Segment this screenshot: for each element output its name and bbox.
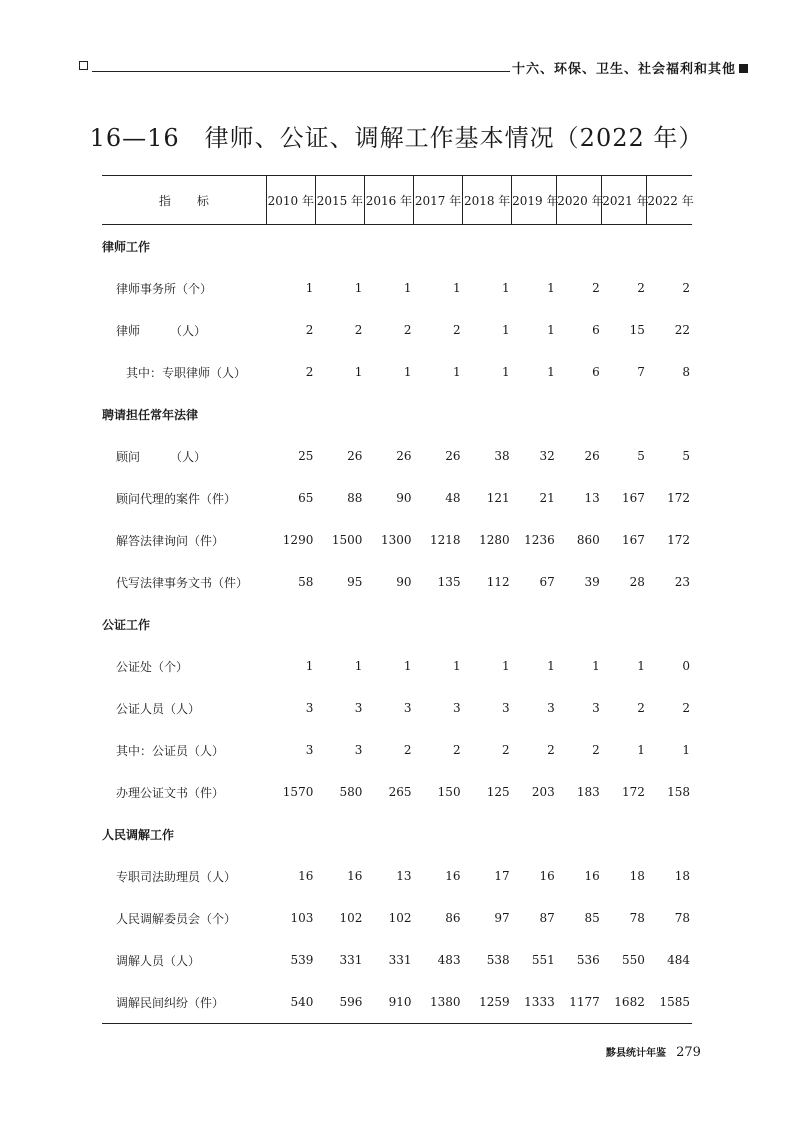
- table-header: [102, 176, 692, 225]
- value-cell: 158: [667, 785, 690, 799]
- table-row: [102, 267, 692, 309]
- row-label: 专职司法助理员（人）: [116, 869, 237, 884]
- header-box-icon: [79, 61, 88, 70]
- value-cell: 2: [354, 323, 363, 337]
- value-cell: 32: [539, 449, 555, 463]
- table-row: [102, 351, 692, 393]
- value-cell: 2: [403, 323, 412, 337]
- value-cell: 1: [305, 659, 314, 673]
- year-header: 2022 年: [647, 176, 692, 225]
- table-row: [102, 939, 692, 981]
- value-cell: 5: [637, 449, 645, 463]
- value-cell: 1: [354, 659, 363, 673]
- header-row: [102, 176, 692, 225]
- value-cell: 1: [547, 323, 555, 337]
- value-cell: 1300: [380, 533, 412, 547]
- value-cell: 3: [452, 701, 461, 715]
- value-cell: 38: [494, 449, 510, 463]
- value-cell: 48: [445, 491, 461, 505]
- row-label: 调解人员（人）: [116, 953, 201, 968]
- value-cell: 203: [531, 785, 555, 799]
- value-cell: 102: [339, 911, 363, 925]
- value-cell: 3: [502, 701, 510, 715]
- header-rule: [92, 71, 510, 72]
- value-cell: 78: [629, 911, 645, 925]
- value-cell: 172: [667, 533, 690, 547]
- value-cell: 13: [584, 491, 600, 505]
- value-cell: 2: [637, 701, 645, 715]
- value-cell: 1: [403, 281, 412, 295]
- value-cell: 580: [339, 785, 363, 799]
- table-row: [102, 519, 692, 561]
- table-row: [102, 477, 692, 519]
- section-label: 公证工作: [102, 617, 151, 632]
- value-cell: 167: [621, 491, 645, 505]
- value-cell: 0: [682, 659, 690, 673]
- year-header: 2018 年: [463, 176, 512, 225]
- value-cell: 2: [452, 743, 461, 757]
- value-cell: 87: [539, 911, 555, 925]
- value-cell: 3: [305, 701, 314, 715]
- row-label: 其中：专职律师（人）: [126, 365, 247, 380]
- value-cell: 112: [486, 575, 510, 589]
- indicator-header: 指标: [102, 176, 266, 225]
- value-cell: 16: [347, 869, 363, 883]
- value-cell: 86: [445, 911, 461, 925]
- value-cell: 1: [547, 659, 555, 673]
- value-cell: 58: [298, 575, 314, 589]
- value-cell: 121: [486, 491, 510, 505]
- value-cell: 16: [445, 869, 461, 883]
- value-cell: 1570: [282, 785, 314, 799]
- row-label: 律师事务所（个）: [116, 281, 213, 296]
- value-cell: 102: [388, 911, 412, 925]
- value-cell: 1: [354, 365, 363, 379]
- value-cell: 2: [547, 743, 555, 757]
- year-header: 2020 年: [557, 176, 602, 225]
- row-label: 公证人员（人）: [116, 701, 201, 716]
- value-cell: 1: [452, 365, 461, 379]
- section-label: 人民调解工作: [102, 827, 175, 842]
- chapter-title: 十六、环保、卫生、社会福利和其他: [512, 62, 737, 77]
- section-row: [102, 393, 692, 435]
- value-cell: 85: [584, 911, 600, 925]
- page-title: 16—16 律师、公证、调解工作基本情况（2022 年）: [89, 124, 704, 152]
- value-cell: 2: [305, 323, 314, 337]
- value-cell: 265: [388, 785, 412, 799]
- value-cell: 16: [539, 869, 555, 883]
- value-cell: 1: [403, 659, 412, 673]
- value-cell: 1280: [479, 533, 510, 547]
- value-cell: 23: [674, 575, 690, 589]
- stats-table: [102, 175, 692, 1024]
- value-cell: 2: [452, 323, 461, 337]
- value-cell: 860: [576, 533, 600, 547]
- row-label: 人民调解委员会（个）: [116, 911, 237, 926]
- value-cell: 90: [396, 575, 412, 589]
- year-header: 2019 年: [512, 176, 557, 225]
- value-cell: 6: [592, 365, 600, 379]
- value-cell: 1177: [557, 981, 602, 1024]
- value-cell: 21: [539, 491, 555, 505]
- value-cell: 3: [403, 701, 412, 715]
- value-cell: 1218: [430, 533, 461, 547]
- value-cell: 16: [584, 869, 600, 883]
- value-cell: 65: [298, 491, 314, 505]
- value-cell: 7: [637, 365, 645, 379]
- value-cell: 1: [682, 743, 690, 757]
- row-label: 代写法律事务文书（件）: [116, 575, 249, 590]
- value-cell: 2: [592, 281, 600, 295]
- value-cell: 331: [388, 953, 412, 967]
- value-cell: 1585: [647, 981, 692, 1024]
- value-cell: 78: [674, 911, 690, 925]
- value-cell: 95: [347, 575, 363, 589]
- table-row: [102, 561, 692, 603]
- value-cell: 18: [674, 869, 690, 883]
- value-cell: 484: [667, 953, 690, 967]
- value-cell: 536: [576, 953, 600, 967]
- table-row: [102, 687, 692, 729]
- value-cell: 1: [637, 659, 645, 673]
- value-cell: 1: [547, 281, 555, 295]
- value-cell: 538: [486, 953, 510, 967]
- table-row: [102, 981, 692, 1024]
- value-cell: 2: [637, 281, 645, 295]
- value-cell: 1: [452, 281, 461, 295]
- section-row: [102, 603, 692, 645]
- value-cell: 125: [486, 785, 510, 799]
- value-cell: 1500: [331, 533, 363, 547]
- value-cell: 90: [396, 491, 412, 505]
- value-cell: 172: [621, 785, 645, 799]
- value-cell: 26: [584, 449, 600, 463]
- book-title: 黟县统计年鉴: [606, 1048, 666, 1059]
- value-cell: 1: [502, 281, 510, 295]
- value-cell: 26: [396, 449, 412, 463]
- value-cell: 3: [354, 743, 363, 757]
- value-cell: 97: [494, 911, 510, 925]
- table-row: [102, 645, 692, 687]
- value-cell: 1: [354, 281, 363, 295]
- value-cell: 1: [502, 365, 510, 379]
- value-cell: 22: [674, 323, 690, 337]
- black-square-icon: [739, 64, 748, 73]
- value-cell: 1: [592, 659, 600, 673]
- value-cell: 6: [592, 323, 600, 337]
- row-label: 解答法律询问（件）: [116, 533, 225, 548]
- value-cell: 1: [452, 659, 461, 673]
- value-cell: 1236: [524, 533, 555, 547]
- value-cell: 18: [629, 869, 645, 883]
- year-header: 2017 年: [414, 176, 463, 225]
- table-row: [102, 771, 692, 813]
- row-label: 其中：公证员（人）: [116, 743, 225, 758]
- value-cell: 540: [266, 981, 315, 1024]
- value-cell: 13: [396, 869, 412, 883]
- value-cell: 103: [290, 911, 314, 925]
- section-row: [102, 225, 692, 268]
- value-cell: 3: [547, 701, 555, 715]
- value-cell: 26: [445, 449, 461, 463]
- value-cell: 539: [290, 953, 314, 967]
- value-cell: 2: [682, 281, 690, 295]
- value-cell: 28: [629, 575, 645, 589]
- value-cell: 551: [531, 953, 555, 967]
- chapter-header: [512, 58, 748, 77]
- table-row: [102, 435, 692, 477]
- value-cell: 8: [682, 365, 690, 379]
- row-label: 公证处（个）: [116, 659, 189, 674]
- value-cell: 596: [315, 981, 364, 1024]
- value-cell: 25: [298, 449, 314, 463]
- value-cell: 2: [502, 743, 510, 757]
- table-body: [102, 225, 692, 1024]
- table-row: [102, 897, 692, 939]
- value-cell: 15: [629, 323, 645, 337]
- value-cell: 3: [592, 701, 600, 715]
- value-cell: 183: [576, 785, 600, 799]
- table-row: [102, 309, 692, 351]
- year-header: 2016 年: [364, 176, 413, 225]
- value-cell: 172: [667, 491, 690, 505]
- table-row: [102, 855, 692, 897]
- value-cell: 331: [339, 953, 363, 967]
- value-cell: 2: [682, 701, 690, 715]
- value-cell: 483: [437, 953, 461, 967]
- row-label: 顾问 （人）: [116, 449, 207, 464]
- value-cell: 26: [347, 449, 363, 463]
- value-cell: 1: [547, 365, 555, 379]
- value-cell: 39: [584, 575, 600, 589]
- value-cell: 1: [305, 281, 314, 295]
- value-cell: 550: [621, 953, 645, 967]
- year-header: 2010 年: [266, 176, 315, 225]
- row-label: 调解民间纠纷（件）: [102, 981, 266, 1024]
- value-cell: 1380: [414, 981, 463, 1024]
- value-cell: 1: [403, 365, 412, 379]
- page-footer: [606, 1044, 701, 1060]
- value-cell: 910: [364, 981, 413, 1024]
- value-cell: 2: [592, 743, 600, 757]
- table-row: [102, 729, 692, 771]
- value-cell: 1: [502, 323, 510, 337]
- year-header: 2015 年: [315, 176, 364, 225]
- value-cell: 2: [403, 743, 412, 757]
- value-cell: 88: [347, 491, 363, 505]
- value-cell: 5: [682, 449, 690, 463]
- page-number: 279: [676, 1045, 701, 1060]
- value-cell: 1290: [282, 533, 314, 547]
- row-label: 顾问代理的案件（件）: [116, 491, 237, 506]
- row-label: 律师 （人）: [116, 323, 207, 338]
- value-cell: 1333: [512, 981, 557, 1024]
- value-cell: 16: [298, 869, 314, 883]
- value-cell: 1259: [463, 981, 512, 1024]
- value-cell: 150: [437, 785, 461, 799]
- section-label: 律师工作: [102, 239, 151, 254]
- value-cell: 1: [637, 743, 645, 757]
- value-cell: 3: [305, 743, 314, 757]
- row-label: 办理公证文书（件）: [116, 785, 225, 800]
- value-cell: 1682: [602, 981, 647, 1024]
- value-cell: 17: [494, 869, 510, 883]
- value-cell: 67: [539, 575, 555, 589]
- section-row: [102, 813, 692, 855]
- value-cell: 167: [621, 533, 645, 547]
- value-cell: 1: [502, 659, 510, 673]
- year-header: 2021 年: [602, 176, 647, 225]
- value-cell: 135: [437, 575, 461, 589]
- value-cell: 3: [354, 701, 363, 715]
- section-label: 聘请担任常年法律: [102, 407, 199, 422]
- value-cell: 2: [305, 365, 314, 379]
